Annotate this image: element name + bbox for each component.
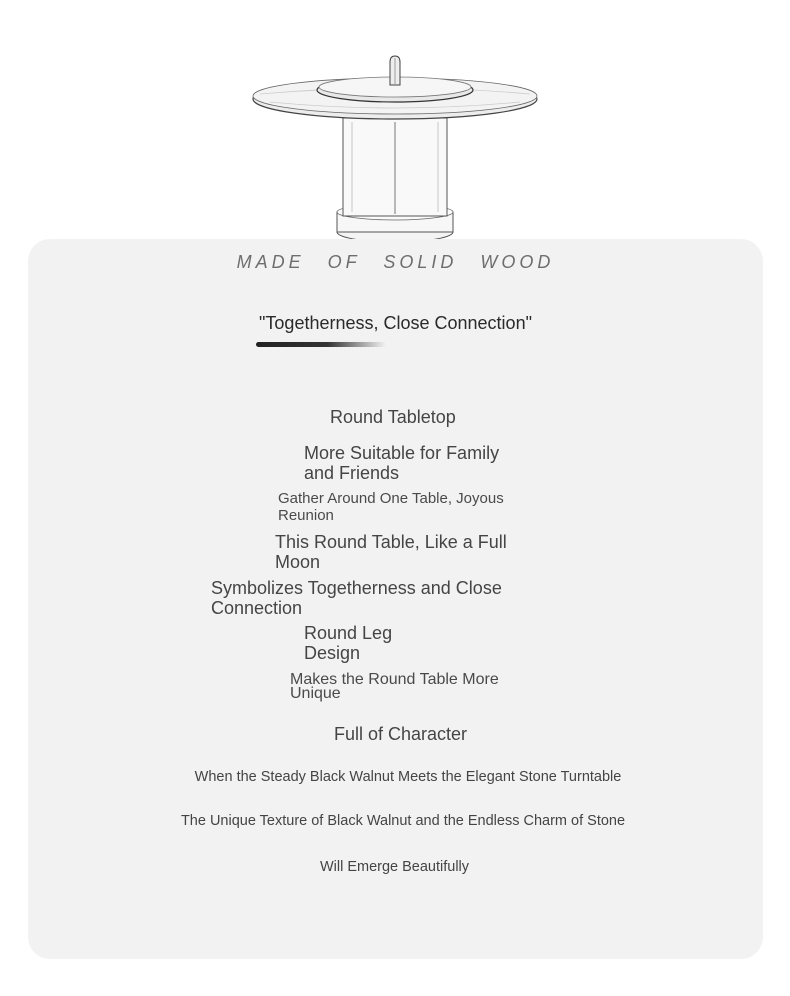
tagline: "Togetherness, Close Connection": [259, 313, 532, 333]
feature-round-leg: Round Leg Design: [304, 623, 393, 663]
feature-character: Full of Character: [334, 724, 468, 744]
feature-full-moon: This Round Table, Like a Full Moon: [275, 532, 507, 572]
subtitle: MADE OF SOLID WOOD: [236, 252, 555, 272]
content-card: [28, 239, 763, 959]
feature-gather: Gather Around One Table, Joyous Reunion: [278, 490, 504, 524]
caption-line-2: The Unique Texture of Black Walnut and the Endless Charm of Stone: [180, 813, 626, 829]
brush-stroke-divider: [256, 342, 386, 347]
feature-unique: Makes the Round Table More Unique: [290, 671, 499, 702]
caption-line-1: When the Steady Black Walnut Meets the Elegant Stone Turntable: [194, 769, 622, 785]
caption-line-3: Will Emerge Beautifully: [319, 859, 470, 875]
round-table-illustration: [240, 52, 550, 252]
feature-family-friends: More Suitable for Family and Friends: [304, 443, 500, 483]
feature-symbolizes: Symbolizes Togetherness and Close Connection: [211, 578, 502, 618]
feature-round-tabletop: Round Tabletop: [330, 407, 456, 427]
